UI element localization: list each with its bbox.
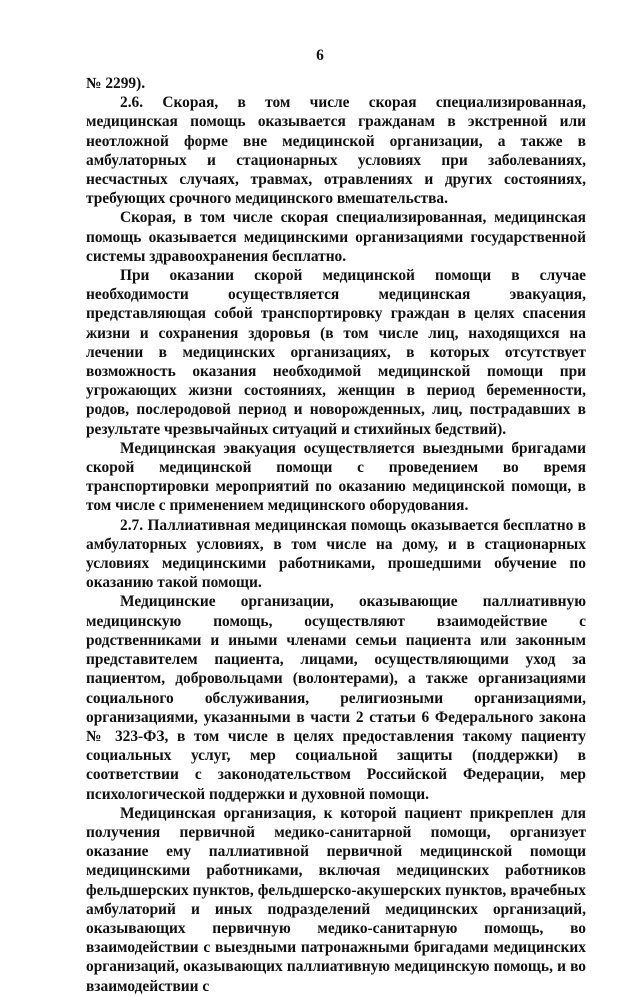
document-body [86, 74, 586, 996]
page-number: 6 [316, 47, 324, 64]
paragraph-2-7: 2.7. Паллиативная медицинская помощь оказывается бесплатно в амбулаторных условиях, в том числе на дому, и в стационарных условиях медицинскими работниками, прошедшими обучение по оказанию такой помощи. [86, 516, 586, 592]
paragraph-primary-care-organization: Медицинская организация, к которой пациент прикреплен для получения первичной медико-санитарной помощи, организует оказание ему паллиативной первичной медицинской помощи медицинскими работниками, включая медицинских работников фельдшерских пунктов, фельдшерско-акушерских пунктов, врачебных амбулаторий и иных подразделений медицинских организаций, оказывающих первичную медико-санитарную помощь, во взаимодействии с выездными патронажными бригадами медицинских организаций, оказывающих паллиативную медицинскую помощь, и во взаимодействии с [86, 804, 586, 995]
paragraph-medical-evacuation: При оказании скорой медицинской помощи в случае необходимости осуществляется медицинская эвакуация, представляющая собой транспортировку граждан в целях спасения жизни и сохранения здоровья (в том числе лиц, находящихся на лечении в медицинских организациях, в которых отсутствует возможность оказания необходимой медицинской помощи при угрожающих жизни состояниях, женщин в период беременности, родов, послеродовой период и новорожденных, лиц, пострадавших в результате чрезвычайных ситуаций и стихийных бедствий). [86, 267, 586, 438]
paragraph-continuation: № 2299). [86, 75, 146, 92]
paragraph-2-6: 2.6. Скорая, в том числе скорая специализированная, медицинская помощь оказывается гражданам в экстренной или неотложной форме вне медицинской организации, а также в амбулаторных и стационарных условиях при заболеваниях, несчастных случаях, травмах, отравлениях и других состояниях, требующих срочного медицинского вмешательства. [86, 94, 586, 208]
paragraph-free-emergency-care: Скорая, в том числе скорая специализированная, медицинская помощь оказывается медицинскими организациями государственной системы здравоохранения бесплатно. [86, 209, 586, 265]
paragraph-evacuation-teams: Медицинская эвакуация осуществляется выездными бригадами скорой медицинской помощи с проведением во время транспортировки мероприятий по оказанию медицинской помощи, в том числе с применением медицинского оборудования. [86, 439, 586, 515]
paragraph-palliative-interaction: Медицинские организации, оказывающие паллиативную медицинскую помощь, осуществляют взаимодействие с родственниками и иными членами семьи пациента или законным представителем пациента, лицами, осуществляющими уход за пациентом, добровольцами (волонтерами), а также организациями социального обслуживания, религиозными организациями, организациями, указанными в части 2 статьи 6 Федерального закона № 323-ФЗ, в том числе в целях предоставления такому пациенту социальных услуг, мер социальной защиты (поддержки) в соответствии с законодательством Российской Федерации, мер психологической поддержки и духовной помощи. [86, 593, 586, 803]
